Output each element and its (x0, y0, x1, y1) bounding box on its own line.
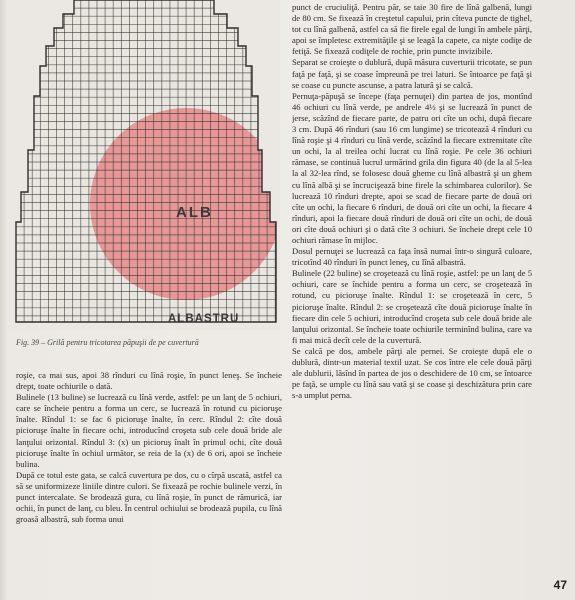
figure-caption: Fig. 39 – Grilă pentru tricotarea păpuşii de pe cuvertură (16, 338, 199, 347)
left-text-column (16, 370, 282, 600)
right-text-column (292, 2, 532, 600)
right-paragraph: Pernuţa-păpuşă se începe (faţa pernuţei) din partea de jos, montînd 46 ochiuri cu lînă verde, pe andrele 4½ şi se lucrează în punct de jerse, scăzînd de fiecare parte, de patru ori cîte un ochi, după fiecare 3 cm. După 46 rînduri (sau 16 cm lungime) se tricotează 4 rînduri cu lînă roşie şi 4 rînduri cu lînă verde, scăzînd la fiecare extremitate cîte un ochi, la al treilea ochi lucrat cu lînă roşie. Pe cele 36 ochiuri rămase, se continuă lucrul urmărind grila din figura 40 (de la al 5-lea la al 32-lea rînd, se folosesc două gheme cu lînă albastră şi un ghem cu lînă albă şi se încrucişează bine firele la schimbarea culorilor). Se lucrează 10 rînduri drepte, apoi se scad de fiecare parte de două ori cîte un ochi, la fiecare 6 rînduri, de două ori cîte un ochi, la fiecare 4 rînduri, apoi la fiecare două rînduri de două ori cîte un ochi, de două ori cîte două ochiuri şi o dată cîte 3 ochiuri. Se încheie drept cele 10 ochiuri rămase în mijloc. (292, 90, 532, 245)
knitting-chart-figure (8, 0, 280, 330)
right-paragraph: Bulinele (22 buline) se croşetează cu lînă roşie, astfel: pe un lanţ de 5 ochiuri, care se închide pentru a forma un cerc, se croşetează în rotund, cu picioruşe înalte. Rîndul 1: se croşetează în cerc, 5 picioruşe înalte. Rîndul 2: se croşetează cîte două picioruşe înalte în fiecare din cele 5 ochiuri, introducînd croşeta sub cele două bride ale lanţului orizontal. Se încheie toate ochiurile terminînd bulina, care va fi mai mică decît cele de la cuvertură. (292, 268, 532, 345)
label-alb: ALB (176, 204, 213, 221)
left-paragraph: Bulinele (13 buline) se lucrează cu lînă verde, astfel: pe un lanţ de 5 ochiuri, care se încheie pentru a forma un cerc, se lucrează în rotund cu picioruşe înalte. Rîndul 1: se fac 6 picioruşe înalte, în cerc. Rîndul 2: cîte două picioruşe înalte în fiecare ochi, introducînd croşeta sub cele două bride ale lanţului orizontal. Rîndul 3: (x) un picioruş înalt în primul ochi, cîte două picioruşe înalte în ochiul următor, se reia de la (x) de 6 ori, apoi se încheie bulina. (16, 392, 282, 469)
left-paragraph: roşie, ca mai sus, apoi 38 rînduri cu lînă roşie, în punct leneş. Se încheie drept, toate ochiurile o dată. (16, 370, 282, 392)
label-albastru: ALBASTRU (168, 313, 240, 325)
page-number: 47 (553, 578, 567, 592)
right-paragraph: Se calcă pe dos, ambele părţi ale pernei. Se croieşte după ele o dublură, dintr-un material textil uzat. Se cos între ele cele două părţi ale dublurii, lăsînd în partea de jos o deschidere de 10 cm, se întoarce pe faţă, se umple cu lînă sau vată şi se coase şi deschizătura prin care s-a umplut perna. (292, 345, 532, 401)
right-paragraph: Separat se croieşte o dublură, după măsura cuverturii tricotate, se pun faţă pe faţă, şi se coase împreună pe trei laturi. Se întoarce pe faţă şi se coase cu puncte ascunse, a patra latură şi se calcă. (292, 57, 532, 90)
right-paragraph: punct de cruciuliţă. Pentru păr, se taie 30 fire de lînă galbenă, lungi de 80 cm. Se fixează în creştetul capului, prin cîteva puncte de tighel, tot cu lînă galbenă, astfel ca să fie firele egal de lungi în ambele părţi, apoi se împletesc extremităţile şi se leagă la capete, ca nişte codiţe de fetiţă. Se fixează codiţele de rochie, prin puncte invizibile. (292, 2, 532, 57)
left-paragraph: După ce totul este gata, se calcă cuvertura pe dos, cu o cîrpă uscată, astfel ca să se uniformizeze liniile dintre culori. Se fixează pe rochie bulinele verzi, în punct intercalate. Se brodează gura, cu lînă roşie, în punct de rămurică, iar ochii, în punct de lanţ, cu bleu. În centrul ochiului se brodează pupila, cu lînă groasă albastră, sub forma unui (16, 469, 282, 525)
right-paragraph: Dosul pernuţei se lucrează ca faţa însă numai într-o singură culoare, tricotînd 40 rînduri în punct leneş, cu lînă albastră. (292, 246, 532, 268)
